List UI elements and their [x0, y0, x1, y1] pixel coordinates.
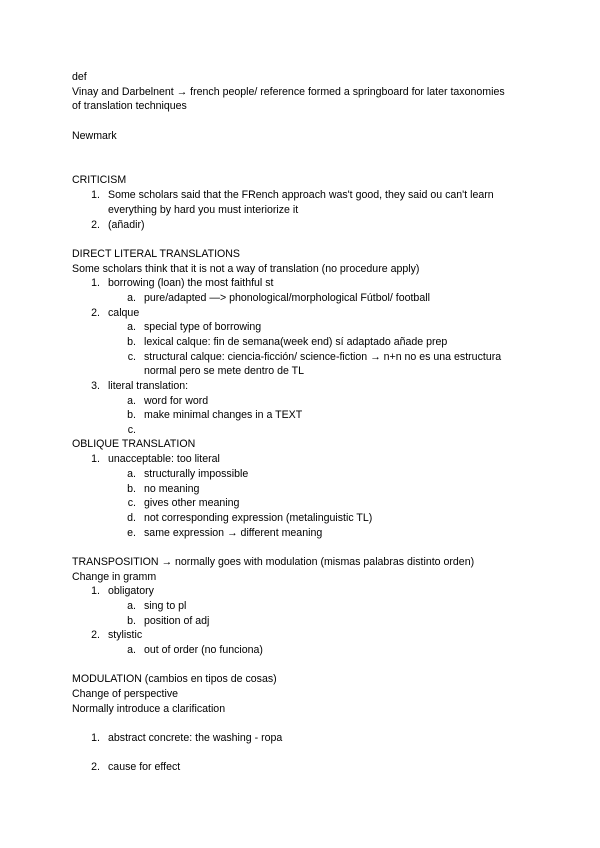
transposition-item-2-number: 2. [91, 629, 100, 641]
oblique-item-1-label: unacceptable: too literal [108, 453, 220, 465]
direct-item-2-sub-c-letter: c. [127, 351, 136, 363]
transposition-item-1-sub-b-text: position of adj [144, 615, 210, 627]
criticism-item-2-number: 2. [91, 219, 100, 231]
direct-item-1-sub-a-text: pure/adapted —> phonological/morphological Fútbol/ football [144, 292, 430, 304]
direct-item-3-sub-a-letter: a. [127, 395, 136, 407]
direct-item-2-sub-a-letter: a. [127, 321, 136, 333]
modulation-item-1-number: 1. [91, 732, 100, 744]
oblique-sub-c-text: gives other meaning [144, 497, 240, 509]
direct-item-2-sub-c-line-1: structural calque: ciencia-ficción/ science-fiction → n+n no es una estructura [144, 351, 502, 363]
direct-intro: Some scholars think that it is not a way of translation (no procedure apply) [72, 263, 420, 275]
oblique-sub-a-text: structurally impossible [144, 468, 249, 480]
direct-item-1-sub-a-letter: a. [127, 292, 136, 304]
transposition-heading: TRANSPOSITION → normally goes with modulation (mismas palabras distinto orden) [72, 556, 475, 568]
transposition-item-1-sub-a-text: sing to pl [144, 600, 187, 612]
direct-item-2-label: calque [108, 307, 140, 319]
oblique-sub-a-letter: a. [127, 468, 136, 480]
direct-item-2-sub-b-letter: b. [127, 336, 136, 348]
direct-item-1-label: borrowing (loan) the most faithful st [108, 277, 274, 289]
direct-item-2-sub-c-line-2: normal pero se mete dentro de TL [144, 365, 304, 377]
oblique-sub-d-letter: d. [127, 512, 136, 524]
oblique-sub-b-text: no meaning [144, 483, 200, 495]
transposition-item-1-label: obligatory [108, 585, 154, 597]
direct-item-3-sub-a-text: word for word [144, 395, 209, 407]
criticism-item-1-line-1: Some scholars said that the FRench approach was't good, they said ou can't learn [108, 189, 494, 201]
direct-item-2-sub-b-text: lexical calque: fin de semana(week end) sí adaptado añade prep [144, 336, 448, 348]
direct-item-2-number: 2. [91, 307, 100, 319]
direct-item-3-sub-b-letter: b. [127, 409, 136, 421]
direct-heading: DIRECT LITERAL TRANSLATIONS [72, 248, 240, 260]
oblique-sub-e-text: same expression → different meaning [144, 527, 323, 539]
oblique-sub-e-letter: e. [127, 527, 136, 539]
transposition-item-2-label: stylistic [108, 629, 143, 641]
criticism-item-1-number: 1. [91, 189, 100, 201]
vinay-line-2: of translation techniques [72, 100, 187, 112]
modulation-item-2-label: cause for effect [108, 761, 181, 773]
criticism-item-2-text: (añadir) [108, 219, 145, 231]
modulation-item-2-number: 2. [91, 761, 100, 773]
direct-item-3-sub-c-letter: c. [127, 424, 136, 436]
oblique-item-1-number: 1. [91, 453, 100, 465]
direct-item-2-sub-a-text: special type of borrowing [144, 321, 262, 333]
vinay-line-1: Vinay and Darbelnent → french people/ reference formed a springboard for later taxonomies [72, 86, 505, 98]
oblique-sub-c-letter: c. [127, 497, 136, 509]
def-label: def [72, 71, 87, 83]
criticism-item-1-line-2: everything by hard you must interiorize it [108, 204, 299, 216]
direct-item-3-number: 3. [91, 380, 100, 392]
criticism-heading: CRITICISM [72, 174, 127, 186]
modulation-line-1: Change of perspective [72, 688, 179, 700]
transposition-item-2-sub-a-text: out of order (no funciona) [144, 644, 263, 656]
oblique-sub-b-letter: b. [127, 483, 136, 495]
modulation-item-1-label: abstract concrete: the washing - ropa [108, 732, 283, 744]
transposition-item-1-number: 1. [91, 585, 100, 597]
newmark-label: Newmark [72, 130, 117, 142]
modulation-line-2: Normally introduce a clarification [72, 703, 226, 715]
direct-item-3-label: literal translation: [108, 380, 189, 392]
modulation-heading: MODULATION (cambios en tipos de cosas) [72, 673, 277, 685]
oblique-heading: OBLIQUE TRANSLATION [72, 438, 196, 450]
transposition-sub: Change in gramm [72, 571, 157, 583]
direct-item-1-number: 1. [91, 277, 100, 289]
direct-item-3-sub-b-text: make minimal changes in a TEXT [144, 409, 303, 421]
transposition-item-2-sub-a-letter: a. [127, 644, 136, 656]
transposition-item-1-sub-b-letter: b. [127, 615, 136, 627]
transposition-item-1-sub-a-letter: a. [127, 600, 136, 612]
oblique-sub-d-text: not corresponding expression (metalinguistic TL) [144, 512, 373, 524]
